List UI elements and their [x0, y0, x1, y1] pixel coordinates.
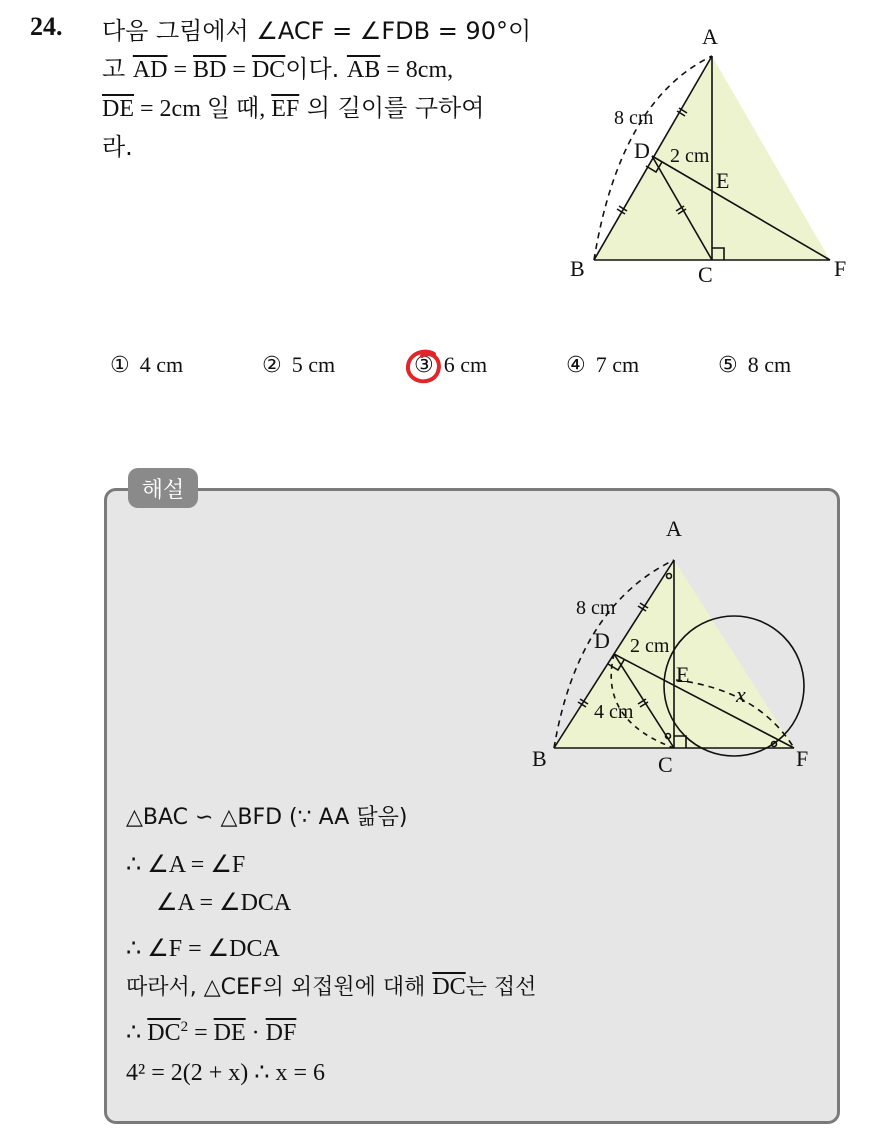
problem-figure [560, 20, 860, 290]
choice-3[interactable]: ③ 6 cm [414, 352, 488, 378]
label-B: B [570, 256, 585, 281]
solution-line-2: ∴ ∠A = ∠F [126, 852, 246, 878]
sol-length-ab: 8 cm [576, 597, 616, 619]
sol-label-x: x [736, 682, 746, 707]
length-ab: 8 cm [614, 107, 654, 129]
solution-tab: 해설 [128, 468, 198, 508]
solution-line-3: ∠A = ∠DCA [156, 890, 292, 916]
choice-4[interactable]: ④ 7 cm [566, 352, 640, 378]
label-D: D [634, 138, 650, 163]
solution-figure [528, 510, 828, 780]
selected-answer-mark [404, 346, 444, 386]
label-F: F [834, 256, 847, 281]
sol-label-C: C [658, 752, 673, 777]
choice-1[interactable]: ① 4 cm [110, 352, 184, 378]
length-de: 2 cm [670, 145, 710, 167]
label-A: A [702, 24, 718, 49]
sol-label-D: D [594, 628, 610, 653]
question-number: 24. [30, 12, 63, 41]
solution-line-7: 4² = 2(2 + x) ∴ x = 6 [126, 1060, 326, 1086]
choice-5[interactable]: ⑤ 8 cm [718, 352, 792, 378]
sol-label-E: E [676, 662, 690, 687]
question-text: 다음 그림에서 ∠ACF = ∠FDB = 90°이 고 $\overline{AD} = \overline{BD} = \overline{DC}$이다. $\overline{AB} = 8cm$, $\overline{DE} = 2cm$ 일 때, $\overline{EF}$ 의 길이를 구하여 라. [102, 17, 532, 161]
sol-label-B: B [532, 746, 547, 771]
solution-line-4: ∴ ∠F = ∠DCA [126, 936, 280, 962]
choice-2[interactable]: ② 5 cm [262, 352, 336, 378]
label-E: E [716, 168, 730, 193]
solution-line-1: △BAC ∽ △BFD (∵ AA 닮음) [126, 805, 408, 830]
sol-length-de: 2 cm [630, 635, 670, 657]
sol-label-A: A [666, 516, 682, 541]
solution-line-5: 따라서, △CEF의 외접원에 대해 $\overline{DC}$는 접선 [126, 974, 537, 1000]
label-C: C [698, 262, 713, 287]
sol-label-F: F [796, 746, 809, 771]
solution-line-6: ∴ $\overline{DC}^2 = \overline{DE} \cdot \overline{DF}$ [126, 1019, 297, 1046]
sol-length-dc: 4 cm [594, 701, 634, 723]
